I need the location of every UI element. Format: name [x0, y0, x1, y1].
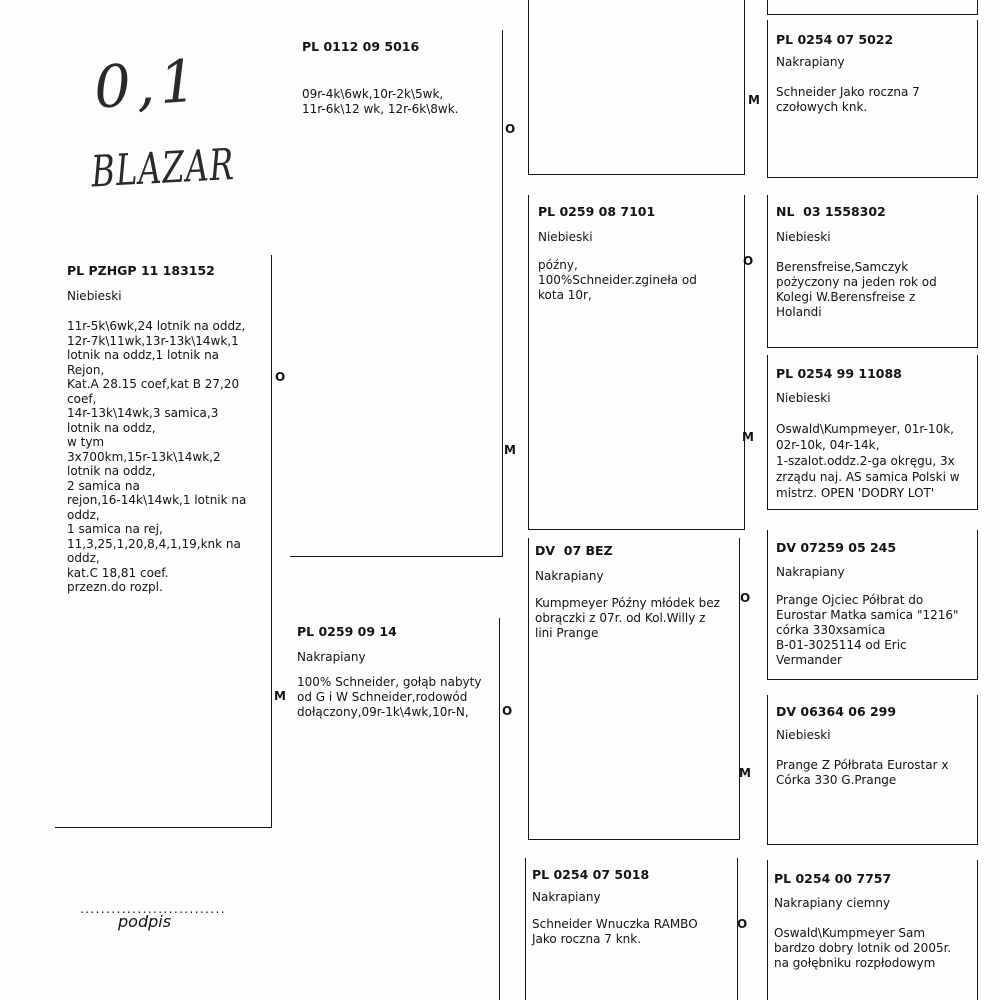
great-grandparent-ring-number: DV 07259 05 245 [776, 540, 897, 555]
grandparent-sire-marker: O [740, 591, 751, 605]
great-grandparent-color: Nakrapiany ciemny [774, 896, 891, 910]
great-grandparent-ring-number: DV 06364 06 299 [776, 704, 897, 719]
grandparent-card-cut [528, 0, 745, 175]
subject-card [55, 255, 272, 828]
grandparent-card [528, 538, 740, 840]
sire-dam-marker: M [504, 443, 516, 457]
great-grandparent-card-cut [767, 0, 978, 15]
great-grandparent-ring-number: PL 0254 07 5022 [776, 32, 894, 47]
great-grandparent-notes: Prange Ojciec Półbrat do Eurostar Matka samica "1216" córka 330xsamica B-01-3025114 od Eric Vermander [776, 593, 959, 667]
great-grandparent-card [767, 695, 978, 845]
grandparent-cut-dam-marker: M [748, 93, 760, 107]
great-grandparent-ring-number: NL 03 1558302 [776, 204, 886, 219]
subject-sire-marker: O [275, 370, 286, 384]
great-grandparent-color: Nakrapiany [776, 565, 845, 579]
subject-notes: 11r-5k\6wk,24 lotnik na oddz, 12r-7k\11wk,13r-13k\14wk,1 lotnik na oddz,1 lotnik na Rejon, Kat.A 28.15 coef,kat B 27,20 coef, 14r-13k\14wk,3 samica,3 lotnik na oddz, w tym 3x700km,15r-13k\14wk,2 lotnik na oddz, 2 samica na rejon,16-14k\14wk,1 lotnik na oddz, 1 samica na rej, 11,3,25,1,20,8,4,1,19,knk na oddz, kat.C 18,81 coef. przezn.do rozpl. [67, 319, 247, 594]
grandparent-notes: późny, 100%Schneider.zgineła od kota 10r, [538, 258, 697, 302]
grandparent-notes: Kumpmeyer Późny młódek bez obrączki z 07r. od Kol.Willy z lini Prange [535, 596, 720, 640]
grandparent-ring-number: PL 0254 07 5018 [532, 867, 650, 882]
grandparent-ring-number: PL 0259 08 7101 [538, 204, 656, 219]
great-grandparent-color: Nakrapiany [776, 55, 845, 69]
great-grandparent-color: Niebieski [776, 728, 831, 742]
signature-label: podpis [118, 912, 172, 931]
sire-card [290, 30, 503, 557]
subject-color: Niebieski [67, 289, 122, 303]
grandparent-sire-marker: O [743, 254, 754, 268]
signature-line: ............................ [80, 902, 227, 916]
grandparent-ring-number: DV 07 BEZ [535, 543, 613, 558]
sire-ring-number: PL 0112 09 5016 [302, 39, 420, 54]
great-grandparent-notes: Prange Z Półbrata Eurostar x Córka 330 G.Prange [776, 758, 949, 787]
grandparent-sire-marker: O [737, 917, 748, 931]
grandparent-dam-marker: M [742, 430, 754, 444]
grandparent-color: Nakrapiany [535, 569, 604, 583]
great-grandparent-color: Niebieski [776, 230, 831, 244]
great-grandparent-card [767, 355, 978, 510]
subject-ring-number: PL PZHGP 11 183152 [67, 263, 215, 278]
great-grandparent-ring-number: PL 0254 99 11088 [776, 366, 902, 381]
grandparent-notes: Schneider Wnuczka RAMBO Jako roczna 7 knk. [532, 917, 698, 946]
great-grandparent-card [767, 860, 978, 1000]
great-grandparent-notes: Oswald\Kumpmeyer, 01r-10k, 02r-10k, 04r-14k, 1-szalot.oddz.2-ga okręgu, 3x zrządu naj. AS samica Polski w mistrz. OPEN 'DODRY LOT' [776, 422, 960, 500]
dam-sire-marker: O [502, 704, 513, 718]
grandparent-color: Niebieski [538, 230, 593, 244]
great-grandparent-card [767, 195, 978, 348]
grandparent-card [528, 195, 745, 530]
great-grandparent-card [767, 20, 978, 178]
dam-notes: 100% Schneider, gołąb nabyty od G i W Schneider,rodowód dołączony,09r-1k\4wk,10r-N, [297, 675, 482, 719]
sire-notes: 09r-4k\6wk,10r-2k\5wk, 11r-6k\12 wk, 12r-6k\8wk. [302, 87, 459, 116]
handwritten-number: 0,1 [91, 46, 204, 122]
great-grandparent-ring-number: PL 0254 00 7757 [774, 871, 892, 886]
great-grandparent-notes: Oswald\Kumpmeyer Sam bardzo dobry lotnik od 2005r. na gołębniku rozpłodowym [774, 926, 952, 970]
subject-dam-marker: M [274, 689, 286, 703]
sire-sire-marker: O [505, 122, 516, 136]
great-grandparent-card [767, 530, 978, 680]
dam-card [290, 618, 500, 1000]
great-grandparent-notes: Schneider Jako roczna 7 czołowych knk. [776, 85, 920, 114]
handwritten-name: BLAZAR [90, 138, 236, 198]
great-grandparent-color: Niebieski [776, 391, 831, 405]
dam-ring-number: PL 0259 09 14 [297, 624, 397, 639]
grandparent-card [525, 858, 738, 1000]
grandparent-color: Nakrapiany [532, 890, 601, 904]
great-grandparent-notes: Berensfreise,Samczyk pożyczony na jeden rok od Kolegi W.Berensfreise z Holandi [776, 260, 937, 319]
grandparent-dam-marker: M [739, 766, 751, 780]
dam-color: Nakrapiany [297, 650, 366, 664]
